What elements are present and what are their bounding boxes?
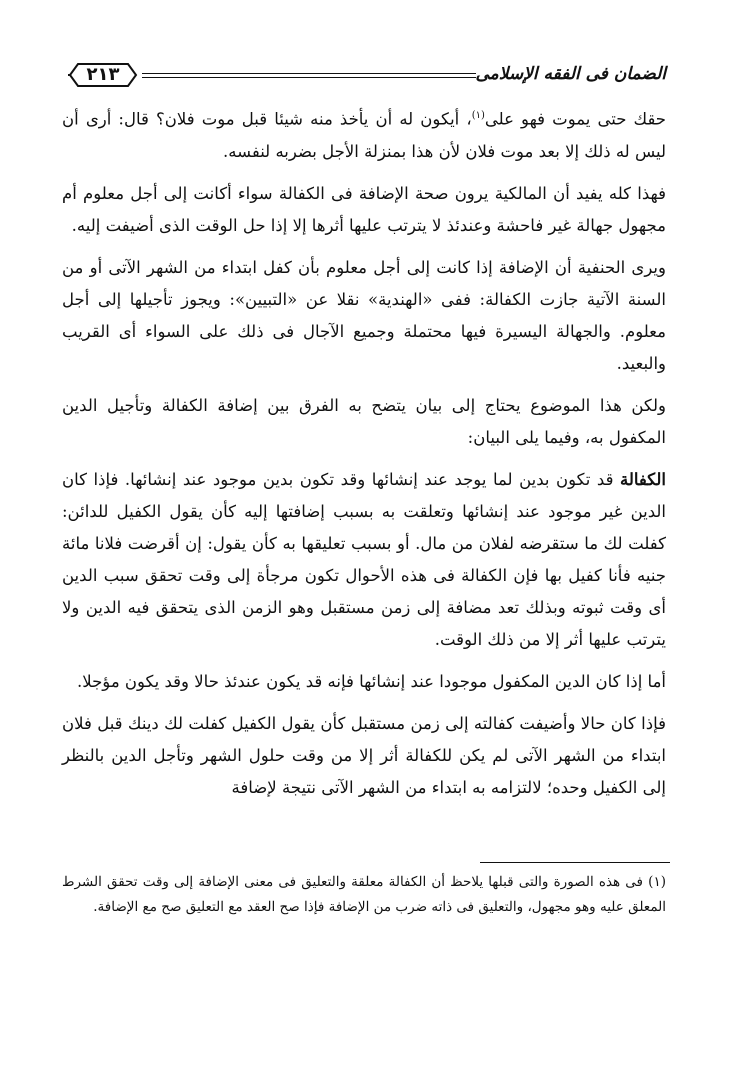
paragraph-7: فإذا كان حالا وأضيفت كفالته إلى زمن مستقبل كأن يقول الكفيل كفلت لك دينك قبل فلان ابتداء من الشهر الآتى لم يكن للكفالة أثر إلا من وقت حلول الشهر وتأجل الدين بالنظر إلى الكفيل وحده؛ لالتزامه به ابتداء من الشهر الآتى نتيجة لإضافة <box>62 713 666 797</box>
footnote-separator <box>480 862 670 863</box>
footnote-reference: (١) <box>471 110 485 121</box>
page-number-box <box>68 62 138 88</box>
paragraph-5 <box>62 464 666 656</box>
page-number: ٢١٣ <box>86 64 120 85</box>
paragraph-4: ولكن هذا الموضوع يحتاج إلى بيان يتضح به الفرق بين إضافة الكفالة وتأجيل الدين المكفول به، وفيما يلى البيان: <box>62 395 666 447</box>
paragraph-1 <box>62 100 666 168</box>
paragraph-3: ويرى الحنفية أن الإضافة إذا كانت إلى أجل معلوم بأن كفل ابتداء من الشهر الآتى أو من السنة الآتية جازت الكفالة: ففى «الهندية» نقلا عن «التبيين»: ويجوز تأجيلها إلى أجل معلوم. والجهالة اليسيرة فيها محتملة وجميع الآجال فى ذلك على السواء أى القريب والبعيد. <box>62 257 666 373</box>
paragraph-1-rest: ، أيكون له أن يأخذ منه شيئا قبل موت فلان؟ قال: أرى أن ليس له ذلك إلا بعد موت فلان لأن هذا بمنزلة الأجل بضربه لنفسه. <box>62 109 666 161</box>
footnote-text: فى هذه الصورة والتى قبلها يلاحظ أن الكفالة معلقة والتعليق فى معنى الإضافة إلى وقت تحقق الشرط المعلق عليه وهو مجهول، والتعليق فى ذاته ضرب من الإضافة فإذا صح العقد مع التعليق صح مع الإضافة. <box>62 874 666 915</box>
paragraph-1-start: حقك حتى يموت فهو على <box>484 109 666 129</box>
paragraph-5-text: قد تكون بدين لما يوجد عند إنشائها وقد تكون بدين موجود عند إنشائها. فإذا كان الدين غير موجود عند إنشائها وتعلقت به بسبب إضافتها إليه كأن يقول الكفيل للدائن: كفلت لك ما ستقرضه لفلان من مال. أو بسبب تعليقها به كأن يقول: إن أقرضت فلانا مائة جنيه فأنا كفيل بها فإن الكفالة فى هذه الأحوال تكون مرجأة إلى وقت تحقق سبب الدين أى وقت ثبوته وبذلك تعد مضافة إلى زمن مستقبل وهو الزمن الذى يتحقق فيه الدين ولا يترتب عليها أثر إلا من ذلك الوقت. <box>62 469 666 649</box>
footnote-marker: (١) <box>648 874 666 890</box>
paragraph-6: أما إذا كان الدين المكفول موجودا عند إنشائها فإنه قد يكون عندئذ حالا وقد يكون مؤجلا. <box>77 671 666 691</box>
footnote-1 <box>62 870 666 920</box>
running-title: الضمان فى الفقه الإسلامى <box>475 64 666 84</box>
paragraph-2: فهذا كله يفيد أن المالكية يرون صحة الإضافة فى الكفالة سواء أكانت إلى أجل معلوم أم مجهول جهالة غير فاحشة وعندئذ لا يترتب عليها أثرها إلا إذا حل الوقت الذى أضيفت إليه. <box>62 183 666 235</box>
paragraph-5-lead: الكفالة <box>620 469 666 489</box>
main-text <box>62 100 666 814</box>
header-rule-second <box>142 77 476 78</box>
header-rule <box>142 73 476 74</box>
page-header <box>62 62 666 92</box>
